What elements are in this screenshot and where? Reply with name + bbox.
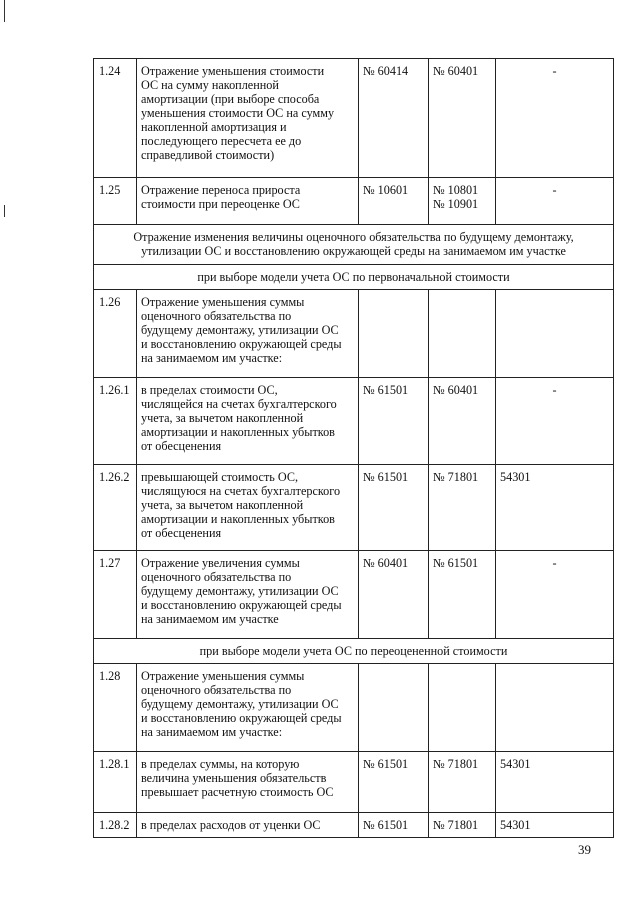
entry-description: превышающей стоимость ОС, числящуюся на счетах бухгалтерского учета, за вычетом накопленной амортизации и накопленных убытков от обесценения (137, 465, 359, 551)
debit-account: № 60414 (359, 59, 429, 178)
entry-number: 1.26 (94, 290, 137, 378)
entry-description: Отражение уменьшения суммы оценочного обязательства по будущему демонтажу, утилизации ОС и восстановлению окружающей среды на занимаемом им участке: (137, 664, 359, 752)
extra-account: 54301 (496, 813, 614, 838)
entry-description: в пределах суммы, на которую величина уменьшения обязательств превышает расчетную стоимость ОС (137, 752, 359, 813)
credit-account: № 61501 (429, 551, 496, 639)
credit-account: № 10801 № 10901 (429, 178, 496, 225)
debit-account: № 61501 (359, 752, 429, 813)
entry-description: Отражение уменьшения суммы оценочного обязательства по будущему демонтажу, утилизации ОС и восстановлению окружающей среды на занимаемом им участке: (137, 290, 359, 378)
extra-account (496, 664, 614, 752)
entry-number: 1.26.1 (94, 378, 137, 465)
extra-account: - (496, 59, 614, 178)
debit-account: № 61501 (359, 465, 429, 551)
credit-account (429, 664, 496, 752)
section-title: Отражение изменения величины оценочного обязательства по будущему демонтажу, утилизации ОС и восстановлению окружающей среды на занимаемом им участке (94, 225, 614, 265)
entry-number: 1.28.2 (94, 813, 137, 838)
debit-account (359, 290, 429, 378)
entry-number: 1.25 (94, 178, 137, 225)
table-row (94, 465, 614, 551)
extra-account: 54301 (496, 752, 614, 813)
extra-account: 54301 (496, 465, 614, 551)
debit-account (359, 664, 429, 752)
debit-account: № 10601 (359, 178, 429, 225)
entry-number: 1.26.2 (94, 465, 137, 551)
page-number: 39 (578, 842, 591, 857)
section-title: при выборе модели учета ОС по первоначальной стоимости (94, 265, 614, 290)
credit-account: № 60401 (429, 378, 496, 465)
credit-account (429, 290, 496, 378)
entry-description: Отражение увеличения суммы оценочного обязательства по будущему демонтажу, утилизации ОС и восстановлению окружающей среды на занимаемом им участке (137, 551, 359, 639)
section-header-row (94, 639, 614, 664)
entry-description: Отражение уменьшения стоимости ОС на сумму накопленной амортизации (при выборе способа уменьшения стоимости ОС на сумму накопленной амортизация и последующего пересчета ее до справедливой стоимости) (137, 59, 359, 178)
debit-account: № 61501 (359, 813, 429, 838)
scan-margin-mark (4, 205, 5, 217)
table-row (94, 178, 614, 225)
entry-number: 1.27 (94, 551, 137, 639)
section-header-row (94, 225, 614, 265)
entry-description: в пределах расходов от уценки ОС (137, 813, 359, 838)
table-row (94, 290, 614, 378)
table-row (94, 752, 614, 813)
section-title: при выборе модели учета ОС по переоцененной стоимости (94, 639, 614, 664)
entry-number: 1.28.1 (94, 752, 137, 813)
extra-account: - (496, 378, 614, 465)
table-row (94, 378, 614, 465)
entry-number: 1.24 (94, 59, 137, 178)
extra-account: - (496, 551, 614, 639)
credit-account: № 71801 (429, 813, 496, 838)
entry-number: 1.28 (94, 664, 137, 752)
scan-margin-mark (4, 0, 5, 22)
entry-description: Отражение переноса прироста стоимости при переоценке ОС (137, 178, 359, 225)
table-row (94, 59, 614, 178)
table-row (94, 664, 614, 752)
extra-account (496, 290, 614, 378)
extra-account: - (496, 178, 614, 225)
table-row (94, 551, 614, 639)
debit-account: № 61501 (359, 378, 429, 465)
accounting-entries-table (93, 58, 614, 838)
section-header-row (94, 265, 614, 290)
debit-account: № 60401 (359, 551, 429, 639)
table-body (94, 59, 614, 838)
table-row (94, 813, 614, 838)
credit-account: № 71801 (429, 752, 496, 813)
credit-account: № 60401 (429, 59, 496, 178)
credit-account: № 71801 (429, 465, 496, 551)
entry-description: в пределах стоимости ОС, числящейся на счетах бухгалтерского учета, за вычетом накопленной амортизации и накопленных убытков от обесценения (137, 378, 359, 465)
